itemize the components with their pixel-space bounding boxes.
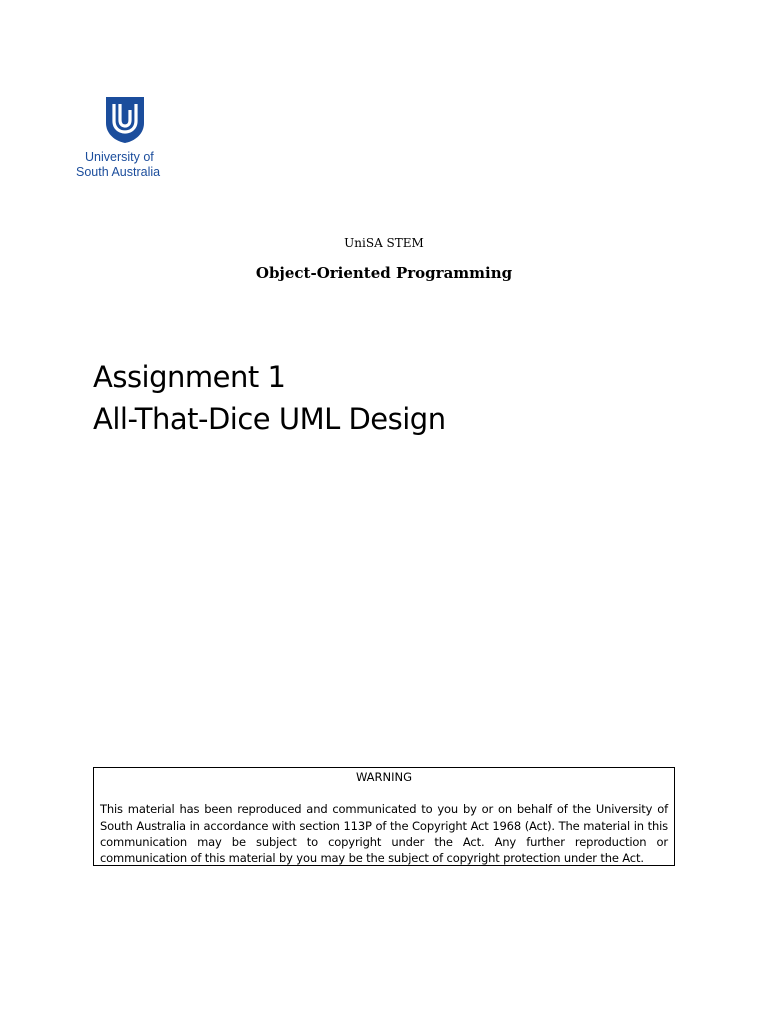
copyright-warning-box: [93, 767, 675, 866]
unisa-shield-icon: [106, 97, 144, 143]
university-logo: [76, 97, 176, 181]
title-line-2: All-That-Dice UML Design: [93, 402, 446, 436]
logo-text-line-2: South Australia: [76, 165, 161, 179]
title-line-1: Assignment 1: [93, 360, 286, 394]
warning-heading: WARNING: [355, 770, 413, 784]
warning-body-text: This material has been reproduced and communicated to you by or on behalf of the University of South Australia in accordance with section 113P of the Copyright Act 1968 (Act). The material in this communication may be subject to copyright under the Act. Any further reproduction or communication of this material by you may be the subject of copyright protection under the Act.: [100, 802, 668, 866]
logo-text-line-1: University of: [85, 150, 154, 164]
document-title: [93, 356, 446, 440]
logo-wordmark: [76, 150, 176, 180]
department-name: UniSA STEM: [344, 236, 424, 250]
course-title: Object-Oriented Programming: [255, 264, 513, 282]
